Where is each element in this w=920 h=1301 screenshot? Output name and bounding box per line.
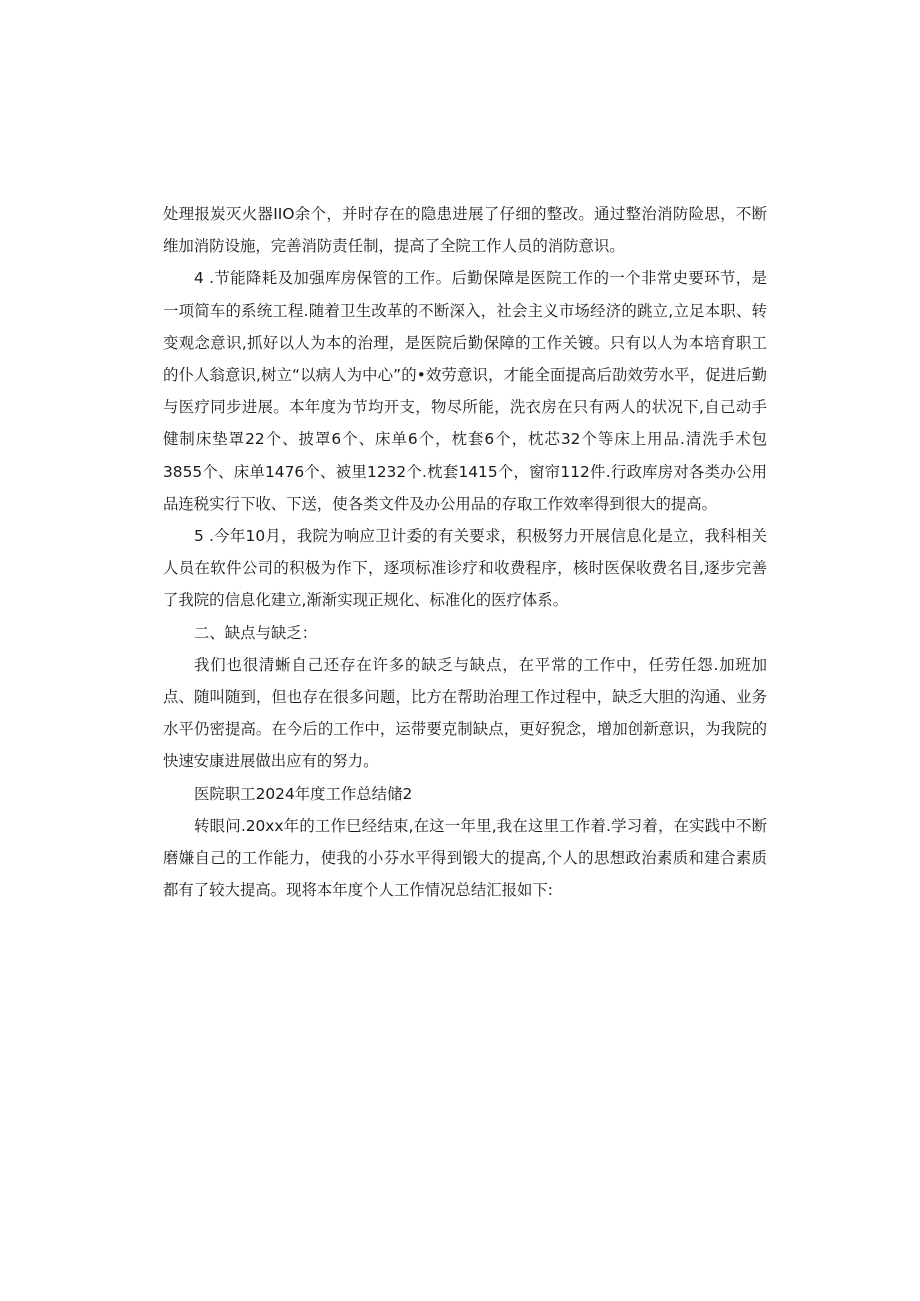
paragraph-informatization: 5 .今年10月，我院为响应卫计委的有关要求，积极努力开展信息化是立，我科相关人员在软件公司的积极为作下，逐项标准诊疗和收费程序，核时医保收费名目,逐步完善了我院的信息化建立,渐渐实现正规化、标准化的医疗体系。 [163,527,767,610]
paragraph-intro-2: 转眼问.20xx年的工作巳经结束,在这一年里,我在这里工作着.学习着，在实践中不断磨嫌自己的工作能力，使我的小芬水平得到锻大的提高,个人的思想政治素质和建合素质都有了较大提高。现将本年度个人工作情况总结汇报如下: [163,816,767,900]
paragraph-fire-safety: 处理报炭灭火器IIO余个，并时存在的隐患进展了仔细的整改。通过整治消防险思，不断维加消防设施，完善消防责任制，提高了全院工作人员的消防意识。 [163,205,767,256]
paragraph-energy-saving: 4 .节能降耗及加强库房保管的工作。后勤保障是医院工作的一个非常史要环节，是一项简车的系统工程.随着卫生改革的不断深入，社会主义市场经济的跳立,立足本职、转变观念意识,抓好以人为本的治理，是医院后勤保障的工作关镀。只有以人为本培育职工的仆人翁意识,树立“以病人为中心”的•效劳意识，才能全面提高后劭效劳水平，促进后勤与医疗同步进展。本年度为节均开支，物尽所能，洗衣房在只有两人的状况下,自己动手健制床垫罩22个、披罩6个、床单6个，枕套6个，枕芯32个等床上用品.清洗手术包3855个、床单1476个、被里1232个.枕套1415个，窗帘112件.行政库房对各类办公用品连税实行下收、下送，使各类文件及办公用品的存取工作效率得到很大的提高。 [163,269,767,513]
document-title-2: 医院职工2024年度工作总结储2 [194,784,413,803]
paragraph-shortcomings: 我们也很清蜥自己还存在许多的缺乏与缺点，在平常的工作中，任劳任怨.加班加点、随叫随到，但也存在很多问题，比方在帮助治理工作过程中，缺乏大胆的沟通、业务水平仍密提高。在今后的工作中，运带要克制缺点，更好猊念，增加创新意识，为我院的快速安康进展做出应有的努力。 [163,655,767,771]
section-heading-shortcomings: 二、缺点与缺乏： [194,623,318,642]
document-body [163,198,767,906]
